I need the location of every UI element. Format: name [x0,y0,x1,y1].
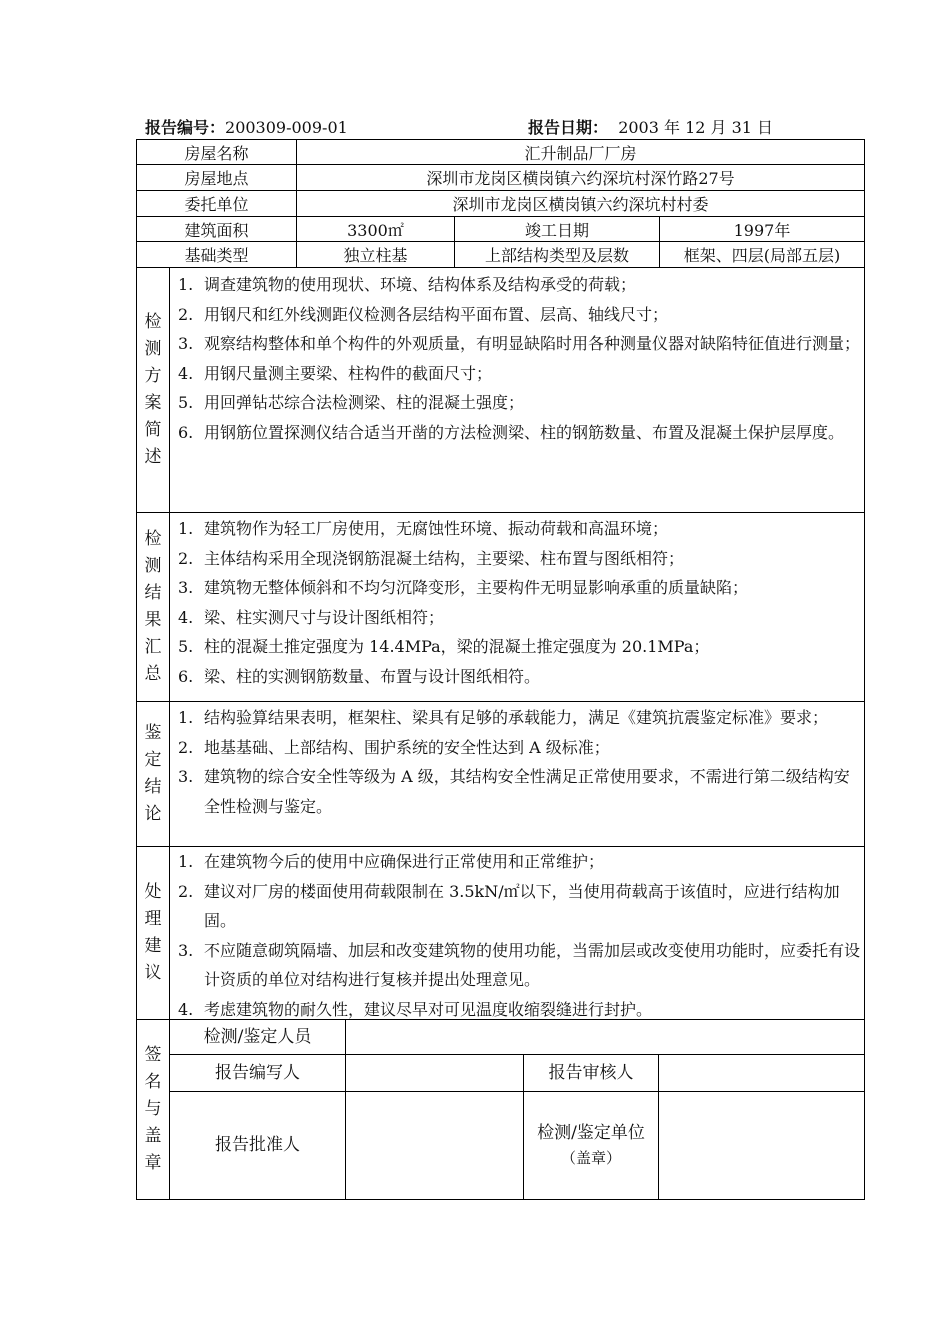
unit-name-label: 检测/鉴定单位 [537,1122,645,1143]
list-item: 6. 梁、柱的实测钢筋数量、布置与设计图纸相符。 [178,666,541,686]
list-item: 3. 建筑物无整体倾斜和不均匀沉降变形，主要构件无明显影响承重的质量缺陷； [178,578,749,597]
building-area-value: 3300㎡ [347,220,404,240]
inspector-signature-field[interactable] [346,1020,864,1054]
list-item: 4. 考虑建筑物的耐久性，建议尽早对可见温度收缩裂缝进行封护。 [178,999,653,1019]
seal-field[interactable] [659,1092,864,1199]
building-area-label: 建筑面积 [184,220,249,240]
completion-date-value: 1997年 [733,220,791,240]
plan-list [172,270,860,447]
list-item: 4. 梁、柱实测尺寸与设计图纸相符； [178,607,445,627]
client-unit-value: 深圳市龙岗区横岗镇六约深坑村村委 [452,195,709,214]
approver-label: 报告批准人 [215,1135,300,1155]
house-location-value: 深圳市龙岗区横岗镇六约深坑村深竹路27号 [426,169,735,188]
list-item: 2. 地基基础、上部结构、围护系统的安全性达到 A 级标准； [178,737,610,757]
report-date-label: 报告日期： [528,118,609,137]
list-item: 3. 观察结构整体和单个构件的外观质量，有明显缺陷时用各种测量仪器对缺陷特征值进行测量； [178,334,861,353]
plan-section-label: 检 测 方 案 简 述 [144,312,162,467]
list-item: 6. 用钢筋位置探测仪结合适当开凿的方法检测梁、柱的钢筋数量、布置及混凝土保护层厚度。 [178,422,845,442]
results-list [172,514,860,691]
foundation-type-value: 独立柱基 [343,246,408,265]
signature-section-label: 签 名 与 盖 章 [144,1045,162,1173]
list-item: 2. 主体结构采用全现浇钢筋混凝土结构，主要梁、柱布置与图纸相符； [178,548,685,568]
report-number-label: 报告编号： [145,118,226,137]
unit-label [524,1092,658,1199]
advice-list [172,847,860,1024]
client-unit-label: 委托单位 [184,195,249,214]
house-location-label: 房屋地点 [184,169,249,188]
seal-label: （盖章） [560,1148,621,1167]
report-number-value: 200309-009-01 [225,118,348,137]
report-number [145,115,348,138]
completion-date-label: 竣工日期 [524,220,589,240]
report-date [528,115,773,138]
list-item: 1. 结构验算结果表明，框架柱、梁具有足够的承载能力，满足《建筑抗震鉴定标准》要求； [178,708,829,727]
foundation-type-label: 基础类型 [184,246,249,265]
list-item: 3. 建筑物的综合安全性等级为 A 级，其结构安全性满足正常使用要求，不需进行第二级结构安全性检测与鉴定。 [178,767,850,816]
reviewer-signature-field[interactable] [659,1055,864,1091]
list-item: 4. 用钢尺量测主要梁、柱构件的截面尺寸； [178,363,493,383]
inspector-label: 检测/鉴定人员 [203,1026,312,1047]
list-item: 5. 柱的混凝土推定强度为 14.4MPa，梁的混凝土推定强度为 20.1MPa； [178,637,710,656]
list-item: 3. 不应随意砌筑隔墙、加层和改变建筑物的使用功能，当需加层或改变使用功能时，应委托有设计资质的单位对结构进行复核并提出处理意见。 [178,940,861,989]
list-item: 1. 在建筑物今后的使用中应确保进行正常使用和正常维护； [178,852,605,871]
approver-signature-field[interactable] [346,1092,523,1199]
report-date-value: 2003 年 12 月 31 日 [618,118,774,137]
list-item: 2. 用钢尺和红外线测距仪检测各层结构平面布置、层高、轴线尺寸； [178,304,669,324]
reviewer-label: 报告审核人 [548,1062,634,1083]
advice-section-label: 处 理 建 议 [144,882,162,983]
list-item: 1. 调查建筑物的使用现状、环境、结构体系及结构承受的荷载； [178,275,637,294]
list-item: 1. 建筑物作为轻工厂房使用，无腐蚀性环境、振动荷载和高温环境； [178,519,669,538]
house-name-value: 汇升制品厂厂房 [524,143,637,163]
structure-type-label: 上部结构类型及层数 [484,246,629,265]
writer-signature-field[interactable] [346,1055,523,1091]
list-item: 5. 用回弹钻芯综合法检测梁、柱的混凝土强度； [178,393,525,412]
structure-type-value: 框架、四层(局部五层) [683,246,841,265]
conclusion-list [172,703,860,821]
results-section-label: 检 测 结 果 汇 总 [144,529,162,684]
conclusion-section-label: 鉴 定 结 论 [144,723,162,824]
list-item: 2. 建议对厂房的楼面使用荷载限制在 3.5kN/㎡以下，当使用荷载高于该值时，应进行结构加固。 [178,881,840,930]
house-name-label: 房屋名称 [184,143,249,163]
writer-label: 报告编写人 [215,1062,300,1083]
